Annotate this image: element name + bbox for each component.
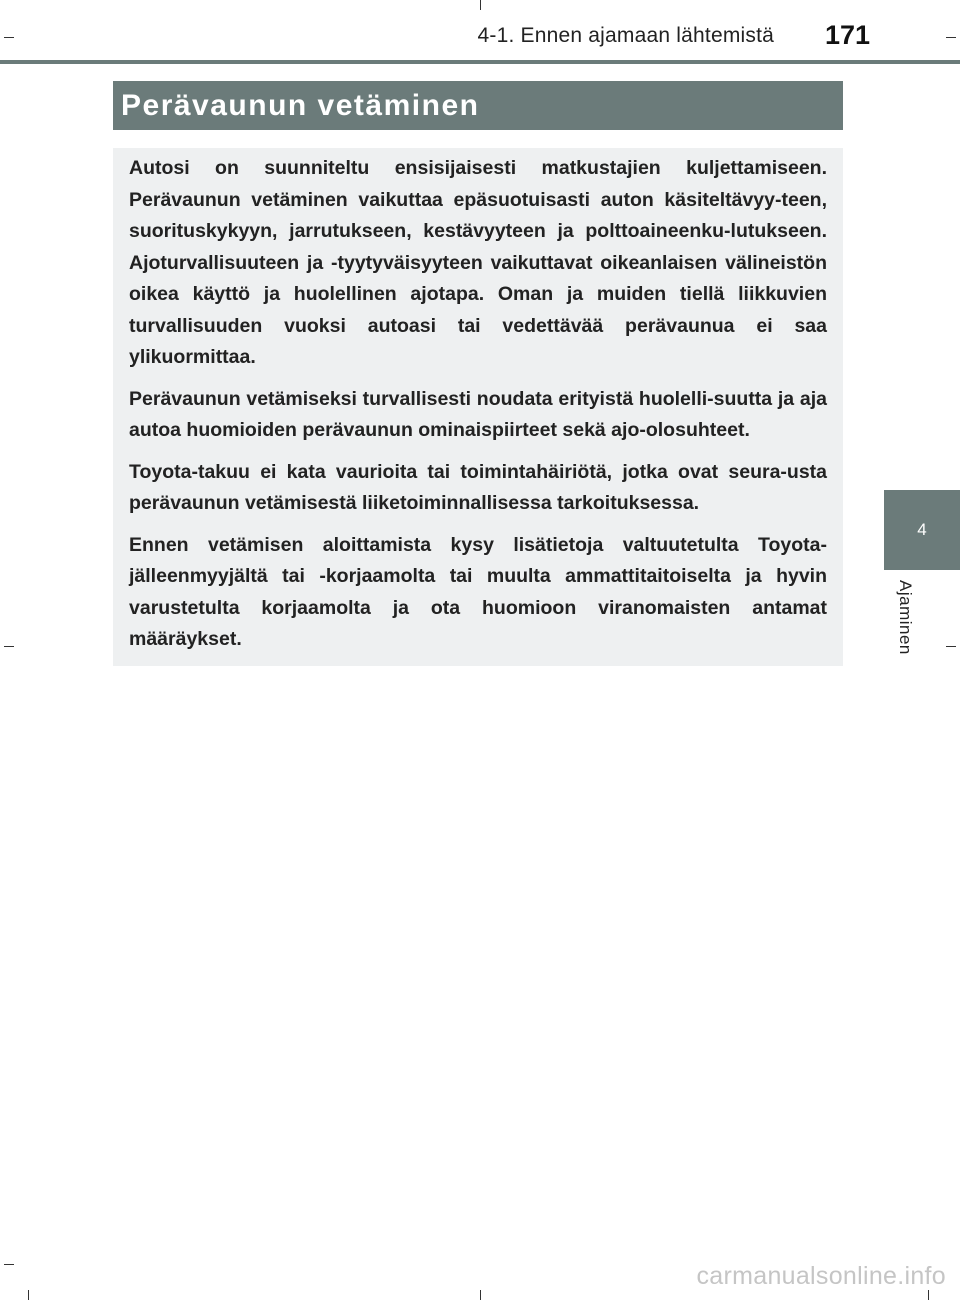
watermark: carmanualsonline.info [696, 1262, 946, 1290]
crop-mark [480, 0, 481, 10]
paragraph-2: Perävaunun vetämiseksi turvallisesti noudata erityistä huolelli-suutta ja aja autoa huomioiden perävaunun ominaispiirteet sekä ajo-olosuhteet. [129, 387, 827, 441]
chapter-tab[interactable] [884, 490, 960, 570]
chapter-number: 4 [917, 520, 927, 539]
section-banner [113, 81, 843, 130]
crop-mark [4, 1264, 14, 1265]
content-box [113, 148, 843, 666]
header-rule [0, 60, 960, 64]
crop-mark [946, 646, 956, 647]
paragraph-1: Autosi on suunniteltu ensisijaisesti matkustajien kuljettamiseen. Perävaunun vetäminen vaikuttaa epäsuotuisasti auton käsiteltävyy-teen, suorituskykyyn, jarrutukseen, kestävyyteen ja polttoaineenku-lutukseen. Ajoturvallisuuteen ja -tyytyväisyyteen vaikuttavat oikeanlaisen välineistön oikea käyttö ja huolellinen ajotapa. Oman ja muiden tiellä liikkuvien turvallisuuden vuoksi autoasi tai vedettävää perävaunua ei saa ylikuormittaa. [129, 157, 827, 368]
chapter-label: Ajaminen [896, 580, 915, 655]
page-number: 171 [824, 20, 870, 50]
section-title: Perävaunun vetäminen [121, 88, 480, 122]
crop-mark [4, 37, 14, 38]
crop-mark [946, 37, 956, 38]
paragraph-4: Ennen vetämisen aloittamista kysy lisätietoja valtuutetulta Toyota-jälleenmyyjältä tai -korjaamolta tai muulta ammattitaitoiselta ja hyvin varustetulta korjaamolta ja ota huomioon viranomaisten antamat määräykset. [129, 533, 827, 650]
crop-mark [28, 1290, 29, 1300]
crop-mark [928, 1290, 929, 1300]
paragraph-3: Toyota-takuu ei kata vaurioita tai toimintahäiriötä, jotka ovat seura-usta perävaunun vetämisestä liiketoiminnallisessa tarkoituksessa. [129, 460, 827, 514]
crop-mark [4, 646, 14, 647]
running-header-section: 4-1. Ennen ajamaan lähtemistä [477, 24, 774, 47]
crop-mark [480, 1290, 481, 1300]
